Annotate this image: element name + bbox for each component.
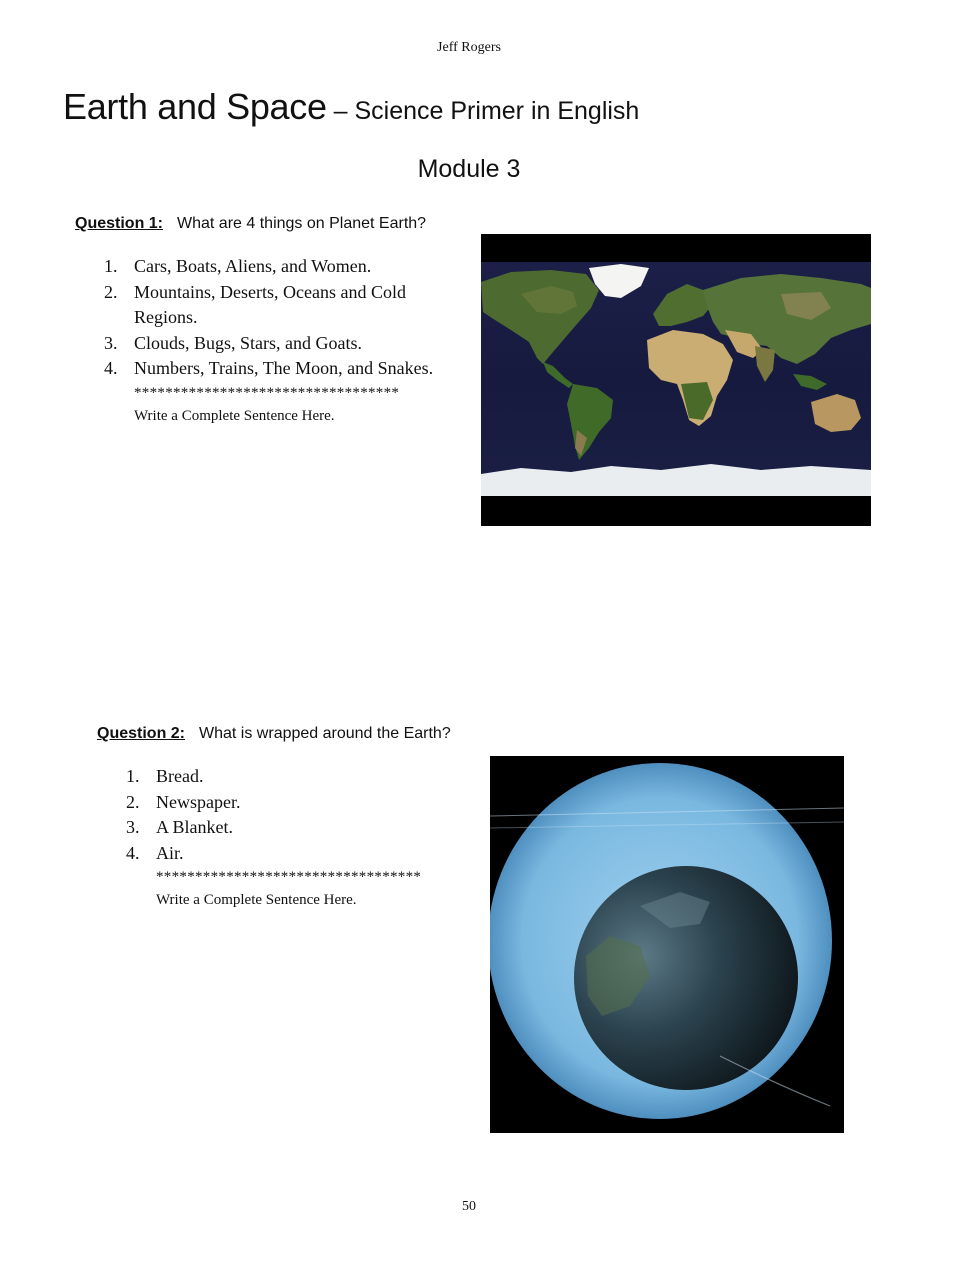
option-item — [126, 790, 486, 816]
option-item — [104, 280, 464, 331]
option-number: 3. — [126, 817, 140, 837]
page-title — [63, 86, 639, 128]
question-2-label: Question 2: — [97, 725, 186, 742]
answer-separator-stars: ********************************** — [134, 384, 400, 401]
option-number: 4. — [104, 358, 118, 378]
module-heading: Module 3 — [417, 155, 521, 183]
option-number: 1. — [126, 766, 140, 786]
option-text: Mountains, Deserts, Oceans and Cold Regions. — [134, 281, 406, 327]
option-item — [104, 356, 464, 382]
question-2-text: What is wrapped around the Earth? — [199, 725, 451, 742]
option-item — [126, 764, 486, 790]
answer-instruction: Write a Complete Sentence Here. — [156, 892, 357, 908]
question-2-line — [97, 725, 451, 743]
option-text: Bread. — [156, 766, 204, 786]
title-main: Earth and Space — [63, 86, 327, 127]
question-2-options — [126, 764, 486, 912]
option-item — [104, 331, 464, 357]
earth-atmosphere-graphic — [490, 756, 844, 1133]
option-number: 2. — [126, 791, 140, 812]
option-item — [126, 841, 486, 867]
option-number: 4. — [126, 842, 140, 863]
answer-instruction: Write a Complete Sentence Here. — [134, 407, 335, 424]
question-1-options — [104, 254, 464, 428]
option-text: Cars, Boats, Aliens, and Women. — [134, 256, 372, 276]
option-text: A Blanket. — [156, 817, 233, 837]
option-text: Newspaper. — [156, 791, 241, 812]
option-number: 1. — [104, 256, 118, 276]
world-map-image — [481, 234, 871, 526]
question-1-label: Question 1: — [75, 215, 164, 232]
question-1-text: What are 4 things on Planet Earth? — [177, 215, 427, 232]
title-subtitle: – Science Primer in English — [326, 97, 640, 125]
page-number: 50 — [462, 1199, 476, 1214]
earth-atmosphere-image — [490, 756, 844, 1133]
option-number: 2. — [104, 281, 118, 302]
option-number: 3. — [104, 332, 118, 353]
world-map-graphic — [481, 234, 871, 526]
option-item — [104, 254, 464, 280]
option-item — [126, 815, 486, 841]
answer-separator-stars: ********************************** — [156, 869, 422, 885]
option-text: Numbers, Trains, The Moon, and Snakes. — [134, 358, 434, 378]
page-header-author: Jeff Rogers — [437, 40, 501, 55]
option-text: Clouds, Bugs, Stars, and Goats. — [134, 332, 363, 353]
option-text: Air. — [156, 842, 184, 863]
question-1-line — [75, 215, 426, 233]
